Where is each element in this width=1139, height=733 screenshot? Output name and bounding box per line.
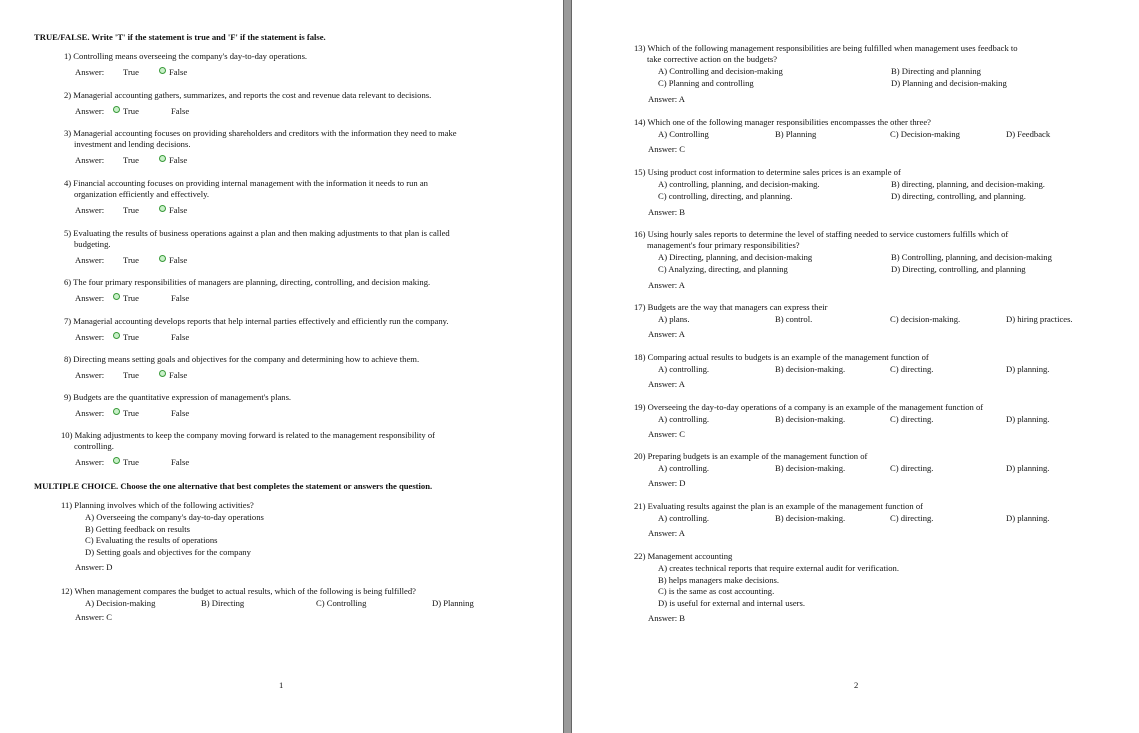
answer-row: Answer: A bbox=[648, 379, 685, 389]
true-label: True bbox=[123, 106, 139, 116]
answer-label: Answer: bbox=[75, 205, 105, 215]
answer-option: B) Planning bbox=[775, 129, 817, 139]
answer-row bbox=[75, 67, 215, 78]
false-label: False bbox=[169, 255, 188, 265]
answer-option: B) directing, planning, and decision-making. bbox=[891, 179, 1045, 189]
answer-option: A) controlling. bbox=[658, 463, 710, 473]
true-label: True bbox=[123, 67, 139, 77]
answer-option: C) Decision-making bbox=[890, 129, 960, 139]
answer-option: C) Evaluating the results of operations bbox=[85, 535, 218, 545]
answer-row: Answer: A bbox=[648, 329, 685, 339]
false-label: False bbox=[169, 155, 188, 165]
question-text bbox=[634, 451, 1104, 462]
question-line: 6) The four primary responsibilities of managers are planning, directing, controlling, and decision making. bbox=[64, 277, 431, 287]
answer-option: D) directing, controlling, and planning. bbox=[891, 191, 1026, 201]
answer-row: Answer: C bbox=[648, 144, 685, 154]
question-text: 12) When management compares the budget to actual results, which of the following is being fulfilled? bbox=[61, 586, 416, 596]
answer-row bbox=[75, 332, 215, 343]
answer-row bbox=[75, 457, 215, 468]
answer-label: Answer: bbox=[75, 293, 105, 303]
answer-option: C) directing. bbox=[890, 364, 934, 374]
answer-row: Answer: A bbox=[648, 280, 685, 290]
page-number: 1 bbox=[279, 680, 284, 690]
true-option bbox=[123, 255, 139, 265]
selected-answer-dot-icon bbox=[159, 255, 166, 262]
true-label: True bbox=[123, 408, 139, 418]
answer-option: B) helps managers make decisions. bbox=[658, 574, 779, 585]
question-line: management's four primary responsibilities? bbox=[647, 240, 800, 250]
true-label: True bbox=[123, 255, 139, 265]
answer-option: A) plans. bbox=[658, 314, 690, 324]
false-label: False bbox=[171, 408, 190, 418]
question-line: 2) Managerial accounting gathers, summarizes, and reports the cost and revenue data relevant to decisions. bbox=[64, 90, 432, 100]
false-label: False bbox=[169, 205, 188, 215]
answer-option: C) directing. bbox=[890, 513, 934, 523]
true-option bbox=[123, 67, 139, 77]
true-option bbox=[123, 155, 139, 165]
answer-label: Answer: bbox=[75, 106, 105, 116]
answer-option: B) decision-making. bbox=[775, 463, 846, 473]
answer-option: A) Controlling bbox=[658, 129, 709, 139]
page-number: 2 bbox=[854, 680, 859, 690]
answer-option: C) directing. bbox=[890, 414, 934, 424]
answer-option: C) Planning and controlling bbox=[658, 78, 754, 88]
question-line: 1) Controlling means overseeing the company's day-to-day operations. bbox=[64, 51, 308, 61]
question-text bbox=[634, 117, 1104, 128]
answer-option: B) decision-making. bbox=[775, 364, 846, 374]
answer-option: B) control. bbox=[775, 314, 813, 324]
question-line: 22) Management accounting bbox=[634, 551, 733, 561]
false-option bbox=[159, 205, 187, 215]
page-gutter bbox=[563, 0, 572, 733]
answer-option: D) planning. bbox=[1006, 414, 1050, 424]
answer-row bbox=[75, 155, 215, 166]
answer-option: C) Controlling bbox=[316, 598, 367, 608]
false-option bbox=[159, 255, 187, 265]
answer-option: B) Directing and planning bbox=[891, 66, 981, 76]
question-text bbox=[64, 354, 534, 365]
question-text bbox=[64, 228, 534, 250]
answer-option: A) creates technical reports that require external audit for verification. bbox=[658, 563, 899, 573]
answer-option: A) Overseeing the company's day-to-day operations bbox=[85, 512, 264, 522]
answer-row: Answer: C bbox=[75, 612, 112, 622]
question-line: 16) Using hourly sales reports to determine the level of staffing needed to service customers fulfills which of bbox=[634, 229, 1009, 239]
question-text bbox=[634, 167, 1104, 178]
question-text bbox=[64, 51, 534, 62]
answer-row bbox=[75, 408, 215, 419]
false-option bbox=[171, 408, 189, 418]
question-text bbox=[64, 128, 534, 150]
selected-answer-dot-icon bbox=[159, 155, 166, 162]
question-line: 18) Comparing actual results to budgets is an example of the management function of bbox=[634, 352, 929, 362]
question-line: 9) Budgets are the quantitative expression of management's plans. bbox=[64, 392, 292, 402]
question-line: 19) Overseeing the day-to-day operations of a company is an example of the management function of bbox=[634, 402, 984, 412]
answer-row: Answer: C bbox=[648, 429, 685, 439]
answer-row bbox=[75, 255, 215, 266]
question-text bbox=[64, 277, 534, 288]
selected-answer-dot-icon bbox=[159, 67, 166, 74]
question-text bbox=[64, 316, 534, 327]
false-label: False bbox=[171, 332, 190, 342]
true-option bbox=[113, 106, 139, 116]
question-text bbox=[64, 90, 534, 101]
answer-row: Answer: B bbox=[648, 613, 685, 623]
answer-row bbox=[75, 205, 215, 216]
false-option bbox=[159, 67, 187, 77]
false-option bbox=[171, 293, 189, 303]
answer-label: Answer: bbox=[75, 408, 105, 418]
question-text bbox=[634, 302, 1104, 313]
true-label: True bbox=[123, 205, 139, 215]
answer-option: C) decision-making. bbox=[890, 314, 961, 324]
selected-answer-dot-icon bbox=[159, 205, 166, 212]
answer-label: Answer: bbox=[75, 155, 105, 165]
question-line: 8) Directing means setting goals and objectives for the company and determining how to achieve them. bbox=[64, 354, 420, 364]
answer-label: Answer: bbox=[75, 370, 105, 380]
question-line: organization efficiently and effectively. bbox=[74, 189, 209, 199]
question-line: 20) Preparing budgets is an example of the management function of bbox=[634, 451, 868, 461]
selected-answer-dot-icon bbox=[113, 408, 120, 415]
answer-option: A) controlling. bbox=[658, 364, 710, 374]
answer-option: C) Analyzing, directing, and planning bbox=[658, 264, 788, 274]
answer-option: B) decision-making. bbox=[775, 513, 846, 523]
multiple-choice-header: MULTIPLE CHOICE. Choose the one alternative that best completes the statement or answers the question. bbox=[34, 481, 433, 491]
false-option bbox=[159, 155, 187, 165]
question-line: 17) Budgets are the way that managers can express their bbox=[634, 302, 828, 312]
question-line: 7) Managerial accounting develops reports that help internal parties effectively and efficiently run the company. bbox=[64, 316, 449, 326]
answer-option: D) Directing, controlling, and planning bbox=[891, 264, 1026, 274]
answer-option: D) Setting goals and objectives for the company bbox=[85, 546, 251, 557]
answer-option: A) Decision-making bbox=[85, 598, 156, 608]
answer-row bbox=[75, 293, 215, 304]
false-label: False bbox=[169, 67, 188, 77]
selected-answer-dot-icon bbox=[113, 293, 120, 300]
answer-option: C) directing. bbox=[890, 463, 934, 473]
question-line: 13) Which of the following management responsibilities are being fulfilled when management uses feedback to bbox=[634, 43, 1018, 53]
answer-label: Answer: bbox=[75, 332, 105, 342]
answer-option: A) controlling. bbox=[658, 414, 710, 424]
true-option bbox=[113, 293, 139, 303]
false-label: False bbox=[171, 457, 190, 467]
answer-option: B) decision-making. bbox=[775, 414, 846, 424]
question-line: 14) Which one of the following manager responsibilities encompasses the other three? bbox=[634, 117, 931, 127]
true-option bbox=[123, 370, 139, 380]
answer-option: D) Planning and decision-making bbox=[891, 78, 1007, 88]
false-option bbox=[171, 332, 189, 342]
answer-row: Answer: B bbox=[648, 207, 685, 217]
true-label: True bbox=[123, 332, 139, 342]
answer-option: D) planning. bbox=[1006, 463, 1050, 473]
answer-label: Answer: bbox=[75, 255, 105, 265]
question-line: 4) Financial accounting focuses on providing internal management with the information it needs to run an bbox=[64, 178, 428, 188]
selected-answer-dot-icon bbox=[113, 332, 120, 339]
answer-option: A) controlling, planning, and decision-making. bbox=[658, 179, 820, 189]
true-false-header: TRUE/FALSE. Write 'T' if the statement is true and 'F' if the statement is false. bbox=[34, 32, 326, 42]
answer-label: Answer: bbox=[75, 457, 105, 467]
answer-option: D) planning. bbox=[1006, 513, 1050, 523]
question-text bbox=[634, 229, 1104, 251]
true-option bbox=[113, 408, 139, 418]
selected-answer-dot-icon bbox=[159, 370, 166, 377]
question-text bbox=[634, 43, 1104, 65]
answer-row: Answer: D bbox=[75, 562, 113, 572]
question-text: 11) Planning involves which of the following activities? bbox=[61, 500, 254, 510]
question-line: take corrective action on the budgets? bbox=[647, 54, 778, 64]
false-label: False bbox=[171, 106, 190, 116]
question-text bbox=[64, 178, 534, 200]
question-line: 3) Managerial accounting focuses on providing shareholders and creditors with the information they need to make bbox=[64, 128, 457, 138]
answer-row bbox=[75, 370, 215, 381]
answer-option: A) Controlling and decision-making bbox=[658, 66, 783, 76]
question-line: 21) Evaluating results against the plan is an example of the management function of bbox=[634, 501, 923, 511]
answer-option: A) controlling. bbox=[658, 513, 710, 523]
question-line: 15) Using product cost information to determine sales prices is an example of bbox=[634, 167, 901, 177]
answer-option: B) Controlling, planning, and decision-making bbox=[891, 252, 1052, 262]
answer-option: D) is useful for external and internal users. bbox=[658, 597, 806, 608]
question-text bbox=[634, 501, 1104, 512]
answer-option: A) Directing, planning, and decision-making bbox=[658, 252, 813, 262]
answer-option: D) planning. bbox=[1006, 364, 1050, 374]
question-line: 10) Making adjustments to keep the company moving forward is related to the management responsibility of bbox=[61, 430, 435, 440]
answer-row bbox=[75, 106, 215, 117]
true-label: True bbox=[123, 370, 139, 380]
false-option bbox=[171, 106, 189, 116]
selected-answer-dot-icon bbox=[113, 457, 120, 464]
question-text bbox=[634, 402, 1104, 413]
answer-row: Answer: D bbox=[648, 478, 686, 488]
answer-option: C) is the same as cost accounting. bbox=[658, 586, 775, 596]
page-1 bbox=[0, 0, 563, 733]
answer-label: Answer: bbox=[75, 67, 105, 77]
true-option bbox=[113, 457, 139, 467]
answer-option: B) Directing bbox=[201, 598, 245, 608]
answer-option: D) Feedback bbox=[1006, 129, 1051, 139]
page-2 bbox=[572, 0, 1139, 733]
true-label: True bbox=[123, 457, 139, 467]
answer-row: Answer: A bbox=[648, 528, 685, 538]
question-line: budgeting. bbox=[74, 239, 111, 249]
question-text bbox=[634, 352, 1104, 363]
false-option bbox=[159, 370, 187, 380]
true-option bbox=[123, 205, 139, 215]
false-label: False bbox=[169, 370, 188, 380]
answer-row: Answer: A bbox=[648, 94, 685, 104]
question-line: controlling. bbox=[74, 441, 114, 451]
question-line: investment and lending decisions. bbox=[74, 139, 191, 149]
question-text bbox=[64, 392, 534, 403]
answer-option: B) Getting feedback on results bbox=[85, 523, 191, 534]
selected-answer-dot-icon bbox=[113, 106, 120, 113]
true-label: True bbox=[123, 155, 139, 165]
false-option bbox=[171, 457, 189, 467]
answer-option: C) controlling, directing, and planning. bbox=[658, 191, 793, 201]
question-line: 5) Evaluating the results of business operations against a plan and then making adjustments to that plan is called bbox=[64, 228, 450, 238]
true-option bbox=[113, 332, 139, 342]
question-text bbox=[61, 430, 531, 452]
question-text bbox=[634, 551, 1104, 562]
answer-option: D) hiring practices. bbox=[1006, 314, 1073, 324]
true-label: True bbox=[123, 293, 139, 303]
false-label: False bbox=[171, 293, 190, 303]
answer-option: D) Planning bbox=[432, 598, 474, 608]
